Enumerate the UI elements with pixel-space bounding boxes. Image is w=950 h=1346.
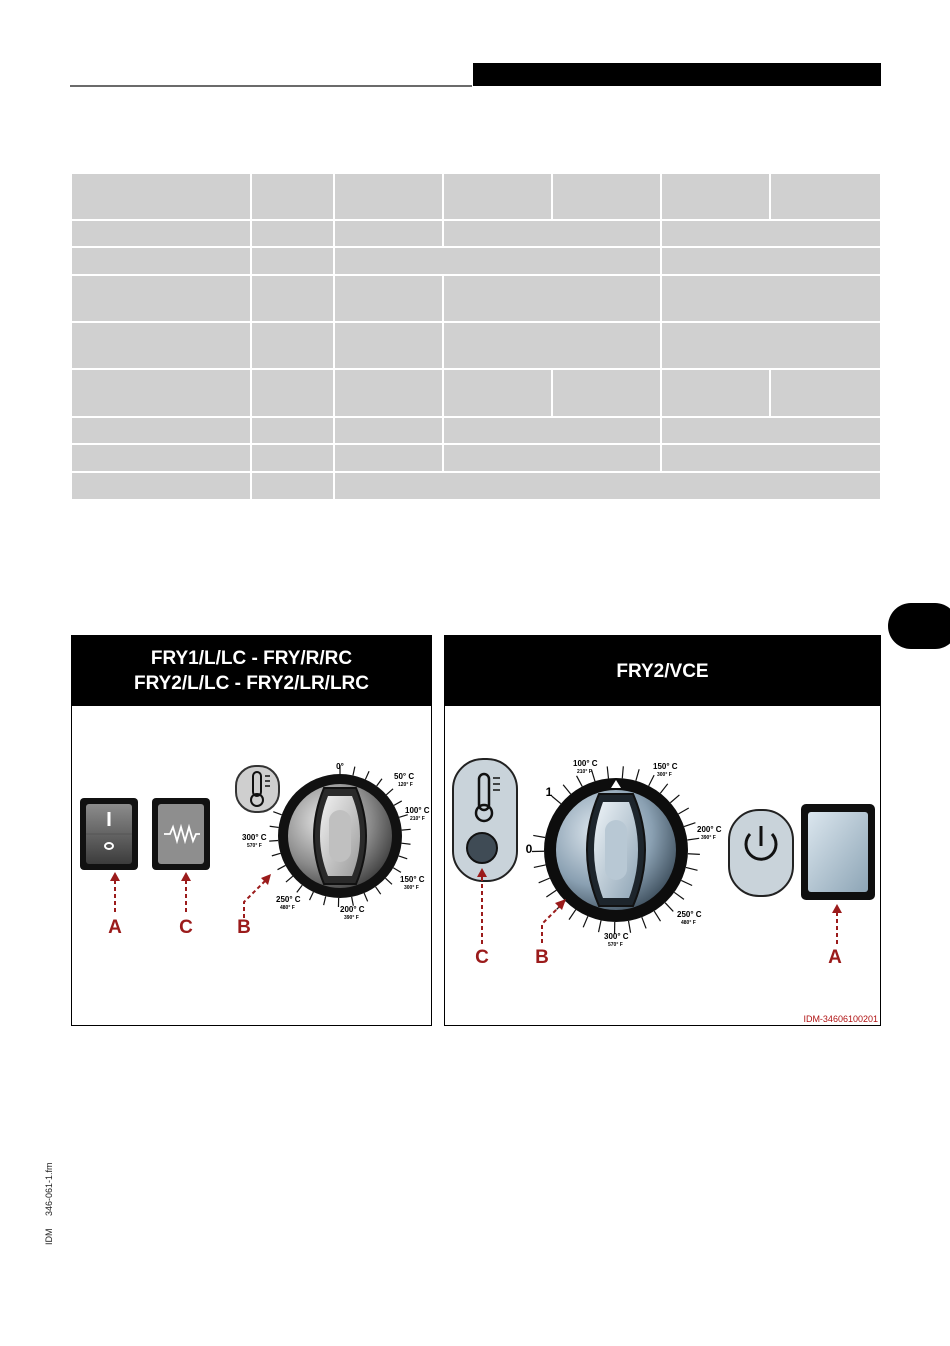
scale-tick xyxy=(353,767,355,776)
scale-tick xyxy=(552,796,561,804)
panel-left-illustration xyxy=(72,706,431,1025)
scale-tick xyxy=(539,878,550,883)
scale-tick xyxy=(273,812,281,815)
table-cell xyxy=(553,174,660,219)
header-rule xyxy=(70,85,472,87)
table-cell xyxy=(72,276,250,321)
table-cell xyxy=(72,248,250,274)
knob-label-300f: 300° F xyxy=(404,885,419,891)
scale-tick xyxy=(272,853,281,856)
panel-right-title-text: FRY2/VCE xyxy=(616,660,709,682)
figure-id: IDM-34606100201 xyxy=(803,1014,878,1024)
knob-label-50c: 50° C xyxy=(394,772,415,781)
scale-tick xyxy=(654,911,660,921)
table-cell xyxy=(252,221,333,246)
table-cell xyxy=(252,248,333,274)
table-cell xyxy=(444,445,660,471)
knob-label-300f: 300° F xyxy=(657,772,672,778)
knob-label-300c: 300° C xyxy=(242,833,267,842)
table-cell xyxy=(72,221,250,246)
callout-b: B xyxy=(535,947,549,968)
table-cell xyxy=(252,276,333,321)
thermostat-knob-b xyxy=(278,774,402,898)
table-cell xyxy=(335,174,442,219)
control-panel-left xyxy=(71,635,432,1026)
table-cell xyxy=(553,370,660,416)
knob-label-210f: 210° F xyxy=(410,816,425,822)
scale-tick xyxy=(660,784,667,793)
table-cell xyxy=(771,174,880,219)
panel-left-title xyxy=(72,636,431,706)
power-icon xyxy=(729,810,793,896)
spec-table xyxy=(72,174,880,499)
scale-tick xyxy=(365,771,369,779)
scale-tick xyxy=(533,835,545,837)
callout-arrows xyxy=(115,878,268,918)
file-reference: IDM 346-061-1.fm xyxy=(44,1162,54,1245)
knob-label-390f: 390° F xyxy=(344,915,359,921)
scale-tick xyxy=(376,887,381,894)
knob-label-390f: 390° F xyxy=(701,835,716,841)
power-switch-a xyxy=(801,804,875,900)
scale-tick xyxy=(278,865,286,869)
knob-label-150c: 150° C xyxy=(653,762,678,771)
control-panel-right xyxy=(444,635,881,1026)
callout-c: C xyxy=(179,917,193,938)
knob-label-1: 1 xyxy=(545,785,553,799)
thermostat-knob-b xyxy=(544,778,688,922)
scale-tick xyxy=(563,785,571,794)
table-cell xyxy=(252,323,333,368)
table-cell xyxy=(335,323,442,368)
table-cell xyxy=(662,248,880,274)
panel-right-illustration xyxy=(445,706,880,1025)
scale-tick xyxy=(681,880,692,885)
knob-label-100c: 100° C xyxy=(405,806,430,815)
scale-tick xyxy=(636,769,639,781)
scale-tick xyxy=(607,766,608,778)
table-cell xyxy=(335,418,442,443)
table-cell xyxy=(72,370,250,416)
header-bar xyxy=(473,63,881,86)
panel-right-title xyxy=(445,636,880,706)
scale-tick xyxy=(386,789,393,795)
panel-left-title-line2: FRY2/L/LC - FRY2/LR/LRC xyxy=(133,673,370,694)
scale-tick xyxy=(534,865,546,867)
scale-tick xyxy=(270,826,279,827)
scale-tick xyxy=(394,801,402,805)
scale-tick xyxy=(665,903,673,912)
scale-tick xyxy=(393,868,401,873)
callout-a: A xyxy=(108,917,122,938)
knob-label-150c: 150° C xyxy=(400,875,425,884)
knob-label-0: 0° xyxy=(336,762,344,771)
scale-tick xyxy=(674,892,684,899)
scale-tick xyxy=(385,878,392,884)
thermostat-lamp-c xyxy=(453,759,517,881)
scale-tick xyxy=(577,776,583,787)
scale-tick xyxy=(678,808,688,814)
table-cell xyxy=(72,323,250,368)
callout-b: B xyxy=(237,917,251,938)
table-cell xyxy=(335,221,442,246)
scale-tick xyxy=(688,854,700,855)
table-cell xyxy=(335,248,660,274)
scale-tick xyxy=(310,892,314,900)
knob-label-120f: 120° F xyxy=(398,782,413,788)
table-cell xyxy=(252,174,333,219)
table-cell xyxy=(444,323,660,368)
table-cell xyxy=(252,473,333,499)
table-cell xyxy=(444,174,551,219)
power-switch-a xyxy=(80,798,138,870)
table-cell xyxy=(72,473,250,499)
knob-label-250c: 250° C xyxy=(677,910,702,919)
table-cell xyxy=(662,174,769,219)
table-cell xyxy=(72,445,250,471)
scale-tick xyxy=(642,917,646,928)
table-cell xyxy=(662,370,769,416)
scale-tick xyxy=(629,921,631,933)
table-cell xyxy=(335,276,442,321)
table-cell xyxy=(252,418,333,443)
table-cell xyxy=(252,445,333,471)
table-cell xyxy=(335,445,442,471)
scale-tick xyxy=(402,843,411,844)
knob-label-200c: 200° C xyxy=(697,825,722,834)
table-cell xyxy=(335,370,442,416)
scale-tick xyxy=(399,856,408,859)
table-cell xyxy=(771,370,880,416)
table-cell xyxy=(444,370,551,416)
table-cell xyxy=(444,418,660,443)
scale-tick xyxy=(364,893,368,901)
knob-label-570f: 570° F xyxy=(608,942,623,948)
table-cell xyxy=(662,418,880,443)
callout-a: A xyxy=(828,947,842,968)
table-cell xyxy=(252,370,333,416)
scale-tick xyxy=(269,841,278,842)
scale-tick xyxy=(297,885,302,892)
knob-label-250c: 250° C xyxy=(276,895,301,904)
scale-tick xyxy=(687,838,699,840)
scale-tick xyxy=(670,795,679,803)
table-cell xyxy=(72,174,250,219)
knob-label-210f: 210° F xyxy=(577,769,592,775)
scale-tick xyxy=(569,910,576,920)
section-tab xyxy=(888,603,950,649)
table-cell xyxy=(662,445,880,471)
knob-label-100c: 100° C xyxy=(573,759,598,768)
knob-label-480f: 480° F xyxy=(280,905,295,911)
heating-indicator-c xyxy=(152,798,210,870)
thermometer-icon xyxy=(236,766,279,812)
knob-label-480f: 480° F xyxy=(681,920,696,926)
knob-label-300c: 300° C xyxy=(604,932,629,941)
table-cell xyxy=(335,473,880,499)
table-cell xyxy=(444,276,660,321)
scale-tick xyxy=(649,775,654,786)
scale-tick xyxy=(377,779,382,786)
scale-tick xyxy=(622,766,623,778)
panel-left-title-line1: FRY1/L/LC - FRY/R/RC xyxy=(150,648,353,669)
table-cell xyxy=(662,221,880,246)
scale-tick xyxy=(546,890,556,897)
scale-tick xyxy=(324,896,326,905)
scale-tick xyxy=(399,815,408,818)
knob-label-570f: 570° F xyxy=(247,843,262,849)
scale-tick xyxy=(591,770,595,781)
table-cell xyxy=(72,418,250,443)
table-cell xyxy=(444,221,660,246)
callout-arrowheads xyxy=(110,872,271,885)
knob-label-200c: 200° C xyxy=(340,905,365,914)
scale-tick xyxy=(583,916,588,927)
table-cell xyxy=(662,323,880,368)
callout-c: C xyxy=(475,947,489,968)
scale-tick xyxy=(684,823,695,827)
scale-tick xyxy=(599,920,601,932)
table-cell xyxy=(662,276,880,321)
scale-tick xyxy=(686,867,698,870)
scale-tick xyxy=(286,876,293,882)
knob-label-0: 0 xyxy=(525,842,533,856)
scale-tick xyxy=(402,829,411,830)
